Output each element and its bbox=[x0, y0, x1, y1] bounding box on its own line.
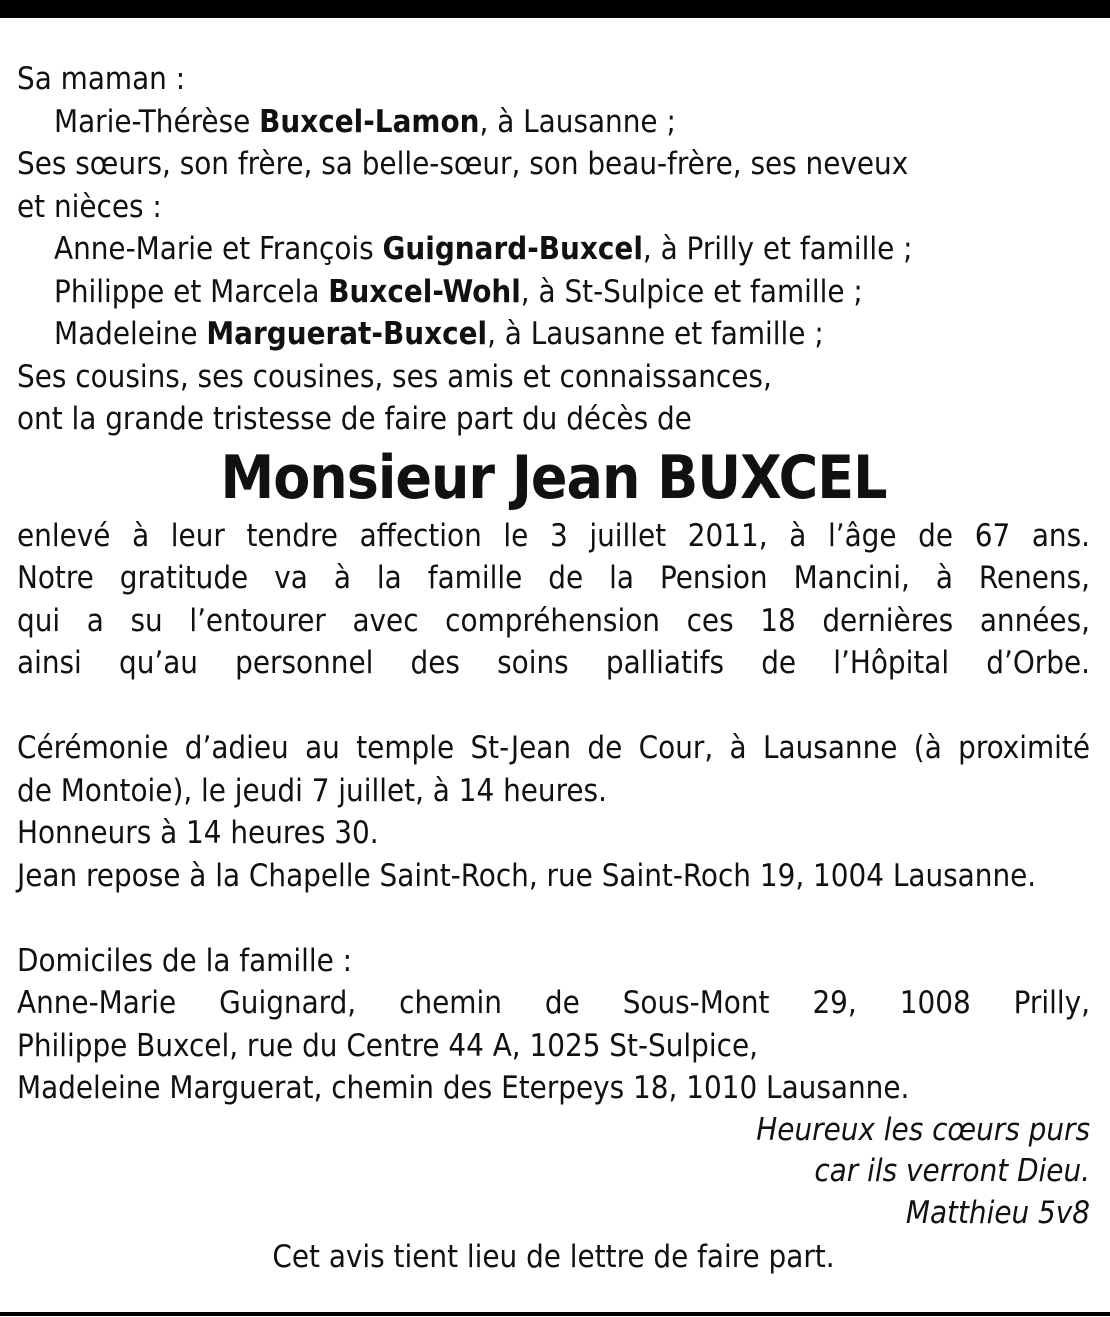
ceremony-line-2: de Montoie), le jeudi 7 juillet, à 14 heures. bbox=[17, 772, 607, 809]
sibling-entry bbox=[17, 313, 1090, 356]
sibling-surname: Buxcel-Wohl bbox=[328, 273, 521, 310]
sibling-location: , à St-Sulpice et famille ; bbox=[520, 273, 863, 310]
mother-location: , à Lausanne ; bbox=[479, 103, 676, 140]
paragraph-spacer bbox=[17, 685, 1090, 728]
cousins-line: Ses cousins, ses cousines, ses amis et connaissances, bbox=[17, 358, 772, 395]
domicile-address: Anne-Marie Guignard, chemin de Sous-Mont 29, 1008 Prilly, bbox=[17, 985, 1090, 1021]
domicile-address: Philippe Buxcel, rue du Centre 44 A, 1025 St-Sulpice, bbox=[17, 1027, 758, 1064]
deceased-name: Monsieur Jean BUXCEL bbox=[220, 442, 887, 513]
verse-line-1: Heureux les cœurs purs bbox=[756, 1111, 1090, 1148]
obituary-notice bbox=[17, 58, 1090, 1279]
sibling-first-names: Philippe et Marcela bbox=[54, 273, 329, 310]
bible-verse bbox=[17, 1110, 1090, 1235]
sibling-location: , à Prilly et famille ; bbox=[642, 231, 913, 267]
resting-place-line: Jean repose à la Chapelle Saint-Roch, rue Saint-Roch 19, 1004 Lausanne. bbox=[17, 857, 1037, 894]
sibling-entry bbox=[17, 271, 1090, 314]
siblings-heading-line-2: et nièces : bbox=[17, 188, 162, 225]
sibling-entry bbox=[17, 228, 1090, 271]
closing-note: Cet avis tient lieu de lettre de faire part. bbox=[272, 1239, 835, 1275]
tribute-line: Notre gratitude va à la famille de la Pension Mancini, à Renens, bbox=[17, 560, 1090, 596]
domiciles-heading: Domiciles de la famille : bbox=[17, 942, 353, 979]
honors-line: Honneurs à 14 heures 30. bbox=[17, 815, 379, 851]
mother-entry bbox=[17, 101, 1090, 144]
siblings-heading-line-1: Ses sœurs, son frère, sa belle-sœur, son beau-frère, ses neveux bbox=[17, 146, 909, 182]
verse-reference: Matthieu 5v8 bbox=[905, 1194, 1090, 1231]
mother-heading: Sa maman : bbox=[17, 61, 186, 97]
domicile-address: Madeleine Marguerat, chemin des Eterpeys 18, 1010 Lausanne. bbox=[17, 1070, 910, 1106]
announcement-line: ont la grande tristesse de faire part du décès de bbox=[17, 401, 692, 437]
sibling-first-names: Anne-Marie et François bbox=[54, 231, 383, 267]
mother-surname: Buxcel-Lamon bbox=[259, 103, 480, 140]
mother-first-name: Marie-Thérèse bbox=[54, 103, 260, 140]
sibling-surname: Marguerat-Buxcel bbox=[206, 316, 488, 352]
sibling-first-names: Madeleine bbox=[54, 316, 207, 352]
tribute-line: enlevé à leur tendre affection le 3 juillet 2011, à l’âge de 67 ans. bbox=[17, 517, 1090, 554]
sibling-surname: Guignard-Buxcel bbox=[382, 231, 643, 267]
ceremony-line-1: Cérémonie d’adieu au temple St-Jean de Cour, à Lausanne (à proximité bbox=[17, 730, 1090, 766]
sibling-location: , à Lausanne et famille ; bbox=[487, 316, 824, 352]
verse-line-2: car ils verront Dieu. bbox=[814, 1153, 1090, 1189]
bottom-border-rule bbox=[0, 1312, 1110, 1316]
top-border-rule bbox=[0, 0, 1110, 18]
paragraph-spacer bbox=[17, 897, 1090, 940]
tribute-line: qui a su l’entourer avec compréhension ces 18 dernières années, bbox=[17, 602, 1090, 639]
tribute-line: ainsi qu’au personnel des soins palliatifs de l’Hôpital d’Orbe. bbox=[17, 645, 1090, 681]
